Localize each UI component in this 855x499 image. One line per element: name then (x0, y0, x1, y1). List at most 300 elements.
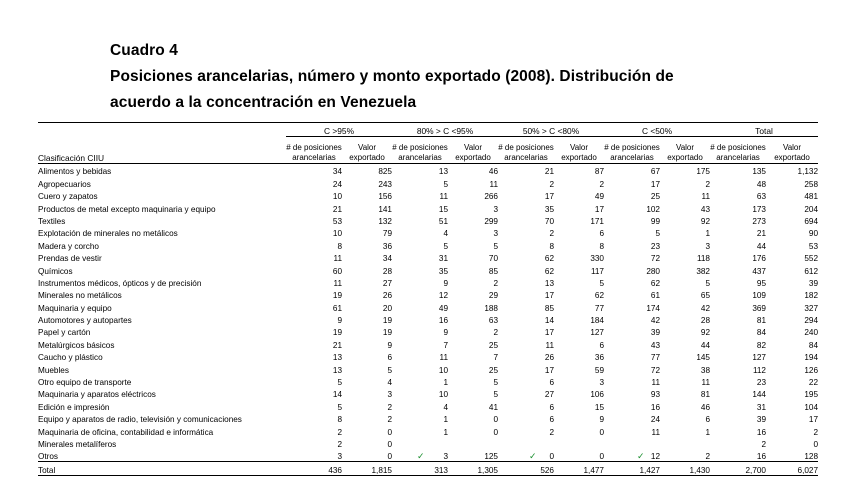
group-header-corner (38, 123, 286, 137)
row-cell: 8 (549, 241, 554, 251)
row-cell: 48 (756, 179, 766, 189)
row-cell: 35 (438, 266, 448, 276)
row-cell: 2 (337, 427, 342, 437)
row-cell: 106 (590, 390, 604, 400)
page-title-line-2: Posiciones arancelarias, número y monto exportado (2008). Distribución de (110, 68, 674, 85)
row-cell: 2 (493, 328, 498, 338)
row-cell: 31 (756, 402, 766, 412)
row-cell: 99 (650, 216, 660, 226)
row-label: Automotores y autopartes (38, 316, 132, 326)
row-cell (392, 437, 448, 449)
row-cell: 25 (488, 340, 498, 350)
row-cell: 85 (544, 303, 554, 313)
row-cell: 2 (549, 179, 554, 189)
row-cell: 44 (700, 340, 710, 350)
row-cell: 19 (332, 291, 342, 301)
row-cell: 46 (700, 402, 710, 412)
row-cell: 11 (439, 353, 448, 363)
row-cell: 280 (646, 266, 660, 276)
row-cell: 109 (752, 291, 766, 301)
row-cell: 39 (650, 328, 660, 338)
total-row-cell: 6,027 (766, 462, 818, 475)
row-cell: 62 (594, 291, 604, 301)
row-cell: 4 (443, 402, 448, 412)
total-row-cell: 1,430 (660, 462, 710, 475)
row-cell: 6 (549, 402, 554, 412)
column-header-value-3: Valor exportado (660, 137, 710, 164)
row-cell: 5 (655, 229, 660, 239)
table-row (38, 313, 818, 325)
row-cell: 0 (599, 452, 604, 462)
row-cell: 62 (544, 254, 554, 264)
row-cell: 6 (705, 415, 710, 425)
row-cell: 5 (337, 402, 342, 412)
table-row (38, 412, 818, 424)
row-label: Maquinaria y equipo (38, 303, 112, 313)
row-cell: 63 (488, 316, 498, 326)
row-cell: 17 (544, 328, 554, 338)
row-cell: 369 (752, 303, 766, 313)
row-cell: 3 (337, 452, 342, 462)
column-header-classification: Clasificación CIIU (38, 137, 286, 164)
row-cell: 35 (544, 204, 554, 214)
row-cell: 25 (650, 192, 660, 202)
row-cell: 24 (650, 415, 660, 425)
row-cell: 28 (382, 266, 392, 276)
row-label: Maquinaria de oficina, contabilidad e informática (38, 427, 214, 437)
row-cell: 184 (590, 316, 604, 326)
total-row-cell: 313 (392, 462, 448, 475)
row-label: Otro equipo de transporte (38, 378, 132, 388)
row-cell: 70 (488, 254, 498, 264)
row-cell: 11 (333, 278, 342, 288)
row-cell: 21 (756, 229, 766, 239)
row-label: Prendas de vestir (38, 254, 102, 264)
row-cell: 53 (332, 216, 342, 226)
row-cell: 2 (387, 402, 392, 412)
row-cell: 2 (337, 439, 342, 449)
row-cell: 0 (387, 427, 392, 437)
row-cell: 26 (382, 291, 392, 301)
row-cell: 6 (387, 353, 392, 363)
row-cell: 1,132 (797, 167, 819, 177)
row-cell: 49 (594, 192, 604, 202)
row-cell: 29 (488, 291, 498, 301)
row-cell: 0 (387, 439, 392, 449)
row-cell: 481 (804, 192, 819, 202)
group-header-0: C >95% (286, 123, 392, 137)
row-cell: 51 (438, 216, 448, 226)
row-label: Cuero y zapatos (38, 192, 98, 202)
row-cell: 21 (332, 204, 342, 214)
row-label: Otros (38, 452, 59, 462)
row-label: Textiles (38, 216, 66, 226)
row-cell: 87 (594, 167, 604, 177)
row-label: Agropecuarios (38, 179, 91, 189)
row-cell: 23 (650, 241, 660, 251)
group-header-2: 50% > C <80% (498, 123, 604, 137)
table-row (38, 337, 818, 349)
row-cell: 5 (705, 278, 710, 288)
row-cell: 127 (590, 328, 604, 338)
row-cell: 11 (439, 192, 448, 202)
total-row-cell: 1,427 (604, 462, 660, 475)
row-cell: 34 (382, 254, 392, 264)
row-cell: 156 (378, 192, 392, 202)
total-row-cell: 436 (286, 462, 342, 475)
concentration-table (38, 122, 818, 476)
table-row (38, 300, 818, 312)
column-header-positions-3: # de posiciones arancelarias (604, 137, 660, 164)
table-row (38, 437, 818, 449)
row-cell: 16 (756, 427, 766, 437)
table-subheader-row (38, 137, 818, 164)
row-cell: 90 (808, 229, 819, 239)
row-cell: 8 (599, 241, 604, 251)
row-cell: 175 (696, 167, 710, 177)
row-cell: 10 (332, 229, 342, 239)
row-cell: 327 (804, 303, 819, 313)
row-cell: 2 (549, 229, 554, 239)
table-row (38, 201, 818, 213)
row-cell: 41 (488, 402, 498, 412)
row-cell: 8 (337, 241, 342, 251)
row-cell: 6 (599, 340, 604, 350)
row-cell: 182 (804, 291, 819, 301)
row-cell: 5 (387, 365, 392, 375)
column-header-positions-1: # de posiciones arancelarias (392, 137, 448, 164)
row-label: Minerales metalíferos (38, 439, 117, 449)
row-cell: 437 (752, 266, 766, 276)
row-cell: 9 (599, 415, 604, 425)
row-cell: 117 (590, 266, 604, 276)
row-cell: 43 (650, 340, 660, 350)
table-row (38, 387, 818, 399)
row-label: Madera y corcho (38, 241, 99, 251)
row-cell: 0 (599, 427, 604, 437)
page-title-line-1: Cuadro 4 (110, 42, 178, 59)
row-cell: 4 (443, 229, 448, 239)
group-header-3: C <50% (604, 123, 710, 137)
row-cell: 14 (544, 316, 554, 326)
row-cell: 39 (808, 278, 819, 288)
row-cell: 0 (493, 415, 498, 425)
row-cell: 60 (332, 266, 342, 276)
table-row (38, 176, 818, 188)
row-cell: 2 (813, 427, 819, 437)
row-cell: 9 (337, 316, 342, 326)
row-cell: 195 (804, 390, 819, 400)
row-cell: 12 (438, 291, 448, 301)
row-cell: 59 (594, 365, 604, 375)
row-cell: 273 (752, 216, 766, 226)
row-cell: 49 (438, 303, 448, 313)
data-table-container (38, 122, 818, 476)
row-cell: 5 (443, 179, 448, 189)
row-cell: 258 (804, 179, 819, 189)
row-cell: 72 (650, 365, 660, 375)
table-row (38, 276, 818, 288)
row-cell: 3 (493, 204, 498, 214)
row-cell: 17 (544, 365, 554, 375)
row-cell: 2 (761, 439, 766, 449)
row-cell: 144 (752, 390, 766, 400)
row-cell: 24 (332, 179, 342, 189)
row-cell: 2 (705, 452, 710, 462)
row-cell: 102 (646, 204, 660, 214)
table-row (38, 350, 818, 362)
check-mark-icon-1: ✓ (417, 451, 425, 461)
row-cell: 79 (382, 229, 392, 239)
total-row-cell: 1,815 (342, 462, 392, 475)
row-cell: 8 (337, 415, 342, 425)
row-label: Instrumentos médicos, ópticos y de precisión (38, 278, 202, 288)
row-label: Caucho y plástico (38, 353, 103, 363)
row-cell: 17 (808, 415, 819, 425)
row-cell: 61 (332, 303, 342, 313)
row-cell: 299 (484, 216, 498, 226)
row-cell: 12 (650, 452, 660, 462)
column-header-value-0: Valor exportado (342, 137, 392, 164)
column-header-value-2: Valor exportado (554, 137, 604, 164)
total-row-cell: 1,305 (448, 462, 498, 475)
table-row (38, 362, 818, 374)
row-cell: 13 (332, 353, 342, 363)
row-cell: 38 (700, 365, 710, 375)
table-row (38, 424, 818, 436)
row-label: Explotación de minerales no metálicos (38, 229, 178, 239)
row-cell: 330 (590, 254, 604, 264)
row-cell: 7 (443, 340, 448, 350)
row-cell: 13 (332, 365, 342, 375)
row-cell: 3 (387, 390, 392, 400)
row-label: Edición e impresión (38, 402, 110, 412)
table-row (38, 263, 818, 275)
row-cell: 4 (387, 378, 392, 388)
row-cell: 67 (650, 167, 660, 177)
row-cell: 171 (590, 216, 604, 226)
row-cell: 11 (701, 378, 710, 388)
row-cell: 612 (804, 266, 819, 276)
row-cell: 2 (705, 179, 710, 189)
row-cell: 77 (650, 353, 660, 363)
table-row (38, 399, 818, 411)
row-cell: 132 (378, 216, 392, 226)
column-header-value-1: Valor exportado (448, 137, 498, 164)
row-cell: 16 (438, 316, 448, 326)
row-cell: 42 (650, 316, 660, 326)
row-cell: 188 (484, 303, 498, 313)
row-cell: 44 (756, 241, 766, 251)
row-cell (448, 437, 498, 449)
row-cell: 70 (544, 216, 554, 226)
row-cell: 0 (549, 452, 554, 462)
row-cell: 81 (700, 390, 710, 400)
row-cell: 11 (489, 179, 498, 189)
row-cell: 46 (488, 167, 498, 177)
row-label: Metalúrgicos básicos (38, 340, 115, 350)
row-cell: 31 (438, 254, 448, 264)
row-label: Maquinaria y aparatos eléctricos (38, 390, 156, 400)
row-cell: 28 (700, 316, 710, 326)
row-cell: 9 (443, 328, 448, 338)
row-label: Alimentos y bebidas (38, 167, 112, 177)
row-label: Muebles (38, 365, 69, 375)
row-cell: 266 (484, 192, 498, 202)
row-cell: 127 (752, 353, 766, 363)
row-cell: 5 (443, 241, 448, 251)
row-cell: 3 (443, 452, 448, 462)
row-cell: 27 (544, 390, 554, 400)
row-cell: 22 (808, 378, 819, 388)
row-cell: 1 (443, 415, 448, 425)
group-header-1: 80% > C <95% (392, 123, 498, 137)
row-cell: 141 (378, 204, 392, 214)
total-row-cell: 2,700 (710, 462, 766, 475)
row-cell (498, 437, 554, 449)
row-cell: 15 (438, 204, 448, 214)
row-cell: 2 (387, 415, 392, 425)
title-block (110, 38, 800, 116)
check-mark-icon-2: ✓ (529, 451, 537, 461)
row-cell: 13 (438, 167, 448, 177)
table-row (38, 189, 818, 201)
row-cell: 42 (700, 303, 710, 313)
table-row (38, 251, 818, 263)
column-header-value-total: Valor exportado (766, 137, 818, 164)
row-cell: 39 (756, 415, 766, 425)
row-cell: 36 (594, 353, 604, 363)
row-cell (604, 437, 660, 449)
row-cell: 194 (804, 353, 819, 363)
row-cell: 1 (705, 427, 710, 437)
row-cell (554, 437, 604, 449)
table-row (38, 214, 818, 226)
row-cell: 9 (443, 278, 448, 288)
row-label: Papel y cartón (38, 328, 91, 338)
row-cell: 10 (438, 390, 448, 400)
row-cell: 6 (599, 229, 604, 239)
column-header-positions-2: # de posiciones arancelarias (498, 137, 554, 164)
row-cell: 104 (804, 402, 819, 412)
row-cell: 5 (493, 378, 498, 388)
row-cell: 9 (387, 340, 392, 350)
row-cell: 17 (544, 291, 554, 301)
row-cell: 84 (808, 340, 819, 350)
table-row (38, 449, 818, 462)
row-cell: 2 (549, 427, 554, 437)
row-cell: 1 (443, 427, 448, 437)
row-cell: 3 (599, 378, 604, 388)
row-cell: 5 (493, 390, 498, 400)
row-cell: 27 (382, 278, 392, 288)
row-cell: 16 (756, 452, 766, 462)
row-cell: 72 (650, 254, 660, 264)
row-cell: 7 (493, 353, 498, 363)
row-cell: 13 (544, 278, 554, 288)
row-cell: 174 (646, 303, 660, 313)
column-header-positions-total: # de posiciones arancelarias (710, 137, 766, 164)
page-title-line-3: acuerdo a la concentración en Venezuela (110, 94, 417, 111)
total-row-cell: 1,477 (554, 462, 604, 475)
row-cell: 240 (804, 328, 819, 338)
row-cell: 19 (382, 316, 392, 326)
row-cell: 2 (599, 179, 604, 189)
row-cell: 82 (756, 340, 766, 350)
row-label: Productos de metal excepto maquinaria y equipo (38, 204, 216, 214)
row-cell: 26 (544, 353, 554, 363)
row-cell: 3 (705, 241, 710, 251)
row-cell: 81 (756, 316, 766, 326)
row-cell: 21 (544, 167, 554, 177)
row-cell: 84 (756, 328, 766, 338)
row-cell: 85 (488, 266, 498, 276)
row-cell: 204 (804, 204, 819, 214)
row-cell: 118 (696, 254, 710, 264)
row-cell: 126 (804, 365, 819, 375)
row-cell: 11 (651, 378, 660, 388)
row-cell: 93 (650, 390, 660, 400)
row-cell: 20 (382, 303, 392, 313)
row-cell: 11 (333, 254, 342, 264)
row-cell: 14 (332, 390, 342, 400)
table-row (38, 288, 818, 300)
row-cell: 5 (337, 378, 342, 388)
row-cell: 34 (332, 167, 342, 177)
column-header-positions-0: # de posiciones arancelarias (286, 137, 342, 164)
row-cell: 0 (493, 427, 498, 437)
row-cell: 552 (804, 254, 819, 264)
table-row (38, 375, 818, 387)
row-cell: 62 (650, 278, 660, 288)
row-cell: 63 (756, 192, 766, 202)
row-cell: 825 (378, 167, 392, 177)
row-cell: 0 (813, 439, 819, 449)
row-cell: 25 (488, 365, 498, 375)
row-cell: 243 (378, 179, 392, 189)
group-header-4: Total (710, 123, 818, 137)
row-cell: 61 (650, 291, 660, 301)
row-cell: 382 (696, 266, 710, 276)
row-cell: 145 (696, 353, 710, 363)
row-cell: 173 (752, 204, 766, 214)
row-cell: 17 (650, 179, 660, 189)
row-cell: 10 (332, 192, 342, 202)
row-cell: 53 (808, 241, 819, 251)
row-cell: 3 (493, 229, 498, 239)
row-cell: 19 (382, 328, 392, 338)
row-cell: 135 (752, 167, 766, 177)
table-row (38, 226, 818, 238)
row-cell: 19 (332, 328, 342, 338)
row-cell: 11 (545, 340, 554, 350)
row-cell: 43 (700, 204, 710, 214)
row-cell: 1 (443, 378, 448, 388)
check-mark-icon-3: ✓ (637, 451, 645, 461)
row-cell: 128 (804, 452, 819, 462)
row-cell: 2 (493, 278, 498, 288)
total-row-cell: 526 (498, 462, 554, 475)
row-cell: 92 (700, 328, 710, 338)
row-cell (660, 437, 710, 449)
row-cell: 6 (549, 378, 554, 388)
row-cell: 36 (382, 241, 392, 251)
row-cell: 5 (493, 241, 498, 251)
row-cell: 1 (705, 229, 710, 239)
row-cell: 77 (594, 303, 604, 313)
table-row (38, 238, 818, 250)
table-row (38, 164, 818, 177)
